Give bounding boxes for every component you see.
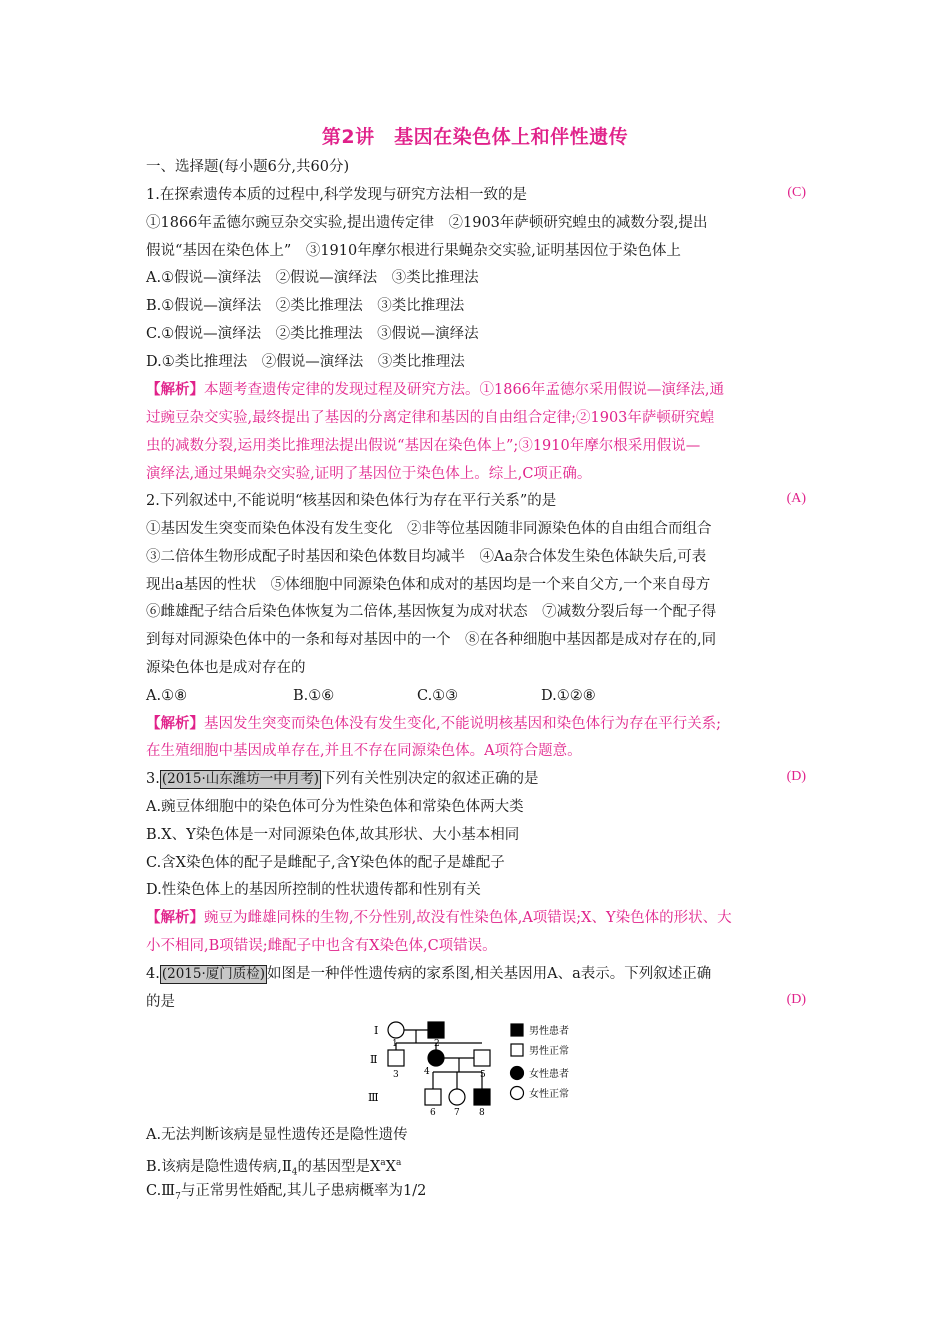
q4-stem-line xyxy=(146,964,806,984)
legend-female-affected: 女性患者 xyxy=(529,1069,569,1080)
num-1: 1 xyxy=(392,1039,398,1049)
pedigree-diagram xyxy=(360,1015,590,1119)
q1-analysis-text1: 本题考查遗传定律的发现过程及研究方法。①1866年孟德尔采用假说—演绎法,通 xyxy=(204,382,725,398)
legend-male-normal-icon xyxy=(511,1044,523,1056)
q4-option-b-mid: 的基因型是X xyxy=(297,1158,381,1175)
q3-option-d: D.性染色体上的基因所控制的性状遗传都和性别有关 xyxy=(146,882,481,898)
q4-option-b-sub: 4 xyxy=(291,1167,298,1178)
q2-line6: 到每对同源染色体中的一条和每对基因中的一个 ⑧在各种细胞中基因都是成对存在的,同 xyxy=(146,632,717,648)
q1-analysis-line3: 虫的减数分裂,运用类比推理法提出假说“基因在染色体上”;③1910年摩尔根采用假说— xyxy=(146,438,701,454)
gen-label-2: Ⅱ xyxy=(370,1053,378,1066)
analysis-label: 【解析】 xyxy=(146,909,204,926)
q2-stem: 2.下列叙述中,不能说明“核基因和染色体行为存在平行关系”的是 xyxy=(146,493,557,509)
legend-male-affected: 男性患者 xyxy=(529,1026,569,1037)
q2-analysis-text1: 基因发生突变而染色体没有发生变化,不能说明核基因和染色体行为存在平行关系; xyxy=(204,716,721,732)
q4-option-c xyxy=(146,1181,806,1207)
analysis-label: 【解析】 xyxy=(146,381,204,398)
q3-analysis-line1 xyxy=(146,908,806,928)
individual-III7 xyxy=(449,1089,465,1105)
q3-analysis-text1: 豌豆为雌雄同株的生物,不分性别,故没有性染色体,A项错误;X、Y染色体的形状、大 xyxy=(204,910,732,926)
q4-source-tag: (2015·厦门质检) xyxy=(161,966,266,982)
q4-option-b xyxy=(146,1153,806,1183)
q4-option-c-post: 与正常男性婚配,其儿子患病概率为1/2 xyxy=(180,1183,427,1199)
q3-analysis-line2: 小不相同,B项错误;雌配子中也含有X染色体,C项错误。 xyxy=(146,938,497,954)
q1-option-c: C.①假说—演绎法 ②类比推理法 ③假说—演绎法 xyxy=(146,326,479,342)
q2-option-c: C.①③ xyxy=(417,688,459,704)
individual-III6 xyxy=(425,1089,441,1105)
q3-option-a: A.豌豆体细胞中的染色体可分为性染色体和常染色体两大类 xyxy=(146,799,524,815)
q3-option-c: C.含X染色体的配子是雌配子,含Y染色体的配子是雄配子 xyxy=(146,855,505,871)
q2-line7: 源染色体也是成对存在的 xyxy=(146,660,306,676)
q1-answer: (C) xyxy=(787,185,806,200)
legend-male-affected-icon xyxy=(511,1024,523,1036)
individual-I1 xyxy=(388,1022,404,1038)
q2-line2: ①基因发生突变而染色体没有发生变化 ②非等位基因随非同源染色体的自由组合而组合 xyxy=(146,521,712,537)
q1-stem: 1.在探索遗传本质的过程中,科学发现与研究方法相一致的是 xyxy=(146,187,527,203)
q3-stem-line xyxy=(146,769,806,789)
q2-option-b: B.①⑥ xyxy=(293,688,335,704)
individual-III8 xyxy=(474,1089,490,1105)
q1-analysis-line1 xyxy=(146,380,806,400)
q4-option-b-x: X xyxy=(385,1158,396,1175)
q2-analysis-line1 xyxy=(146,714,806,734)
q1-analysis-line2: 过豌豆杂交实验,最终提出了基因的分离定律和基因的自由组合定律;②1903年萨顿研究蝗 xyxy=(146,410,715,426)
q4-option-a: A.无法判断该病是显性遗传还是隐性遗传 xyxy=(146,1127,408,1143)
gen-label-3: Ⅲ xyxy=(368,1091,379,1104)
q1-option-b: B.①假说—演绎法 ②类比推理法 ③类比推理法 xyxy=(146,298,465,314)
q3-option-b: B.X、Y染色体是一对同源染色体,故其形状、大小基本相同 xyxy=(146,827,520,843)
individual-II4 xyxy=(428,1050,444,1066)
q1-option-d: D.①类比推理法 ②假说—演绎法 ③类比推理法 xyxy=(146,354,465,370)
analysis-label: 【解析】 xyxy=(146,715,204,732)
num-6: 6 xyxy=(430,1108,436,1118)
num-3: 3 xyxy=(393,1070,399,1080)
q2-answer: (A) xyxy=(786,491,806,506)
q2-line4: 现出a基因的性状 ⑤体细胞中同源染色体和成对的基因均是一个来自父方,一个来自母方 xyxy=(146,577,711,593)
q1-line3: 假说“基因在染色体上” ③1910年摩尔根进行果蝇杂交实验,证明基因位于染色体上 xyxy=(146,243,681,259)
legend-male-normal: 男性正常 xyxy=(529,1046,569,1057)
q4-stem-line2: 的是 xyxy=(146,994,175,1010)
num-2: 2 xyxy=(434,1039,440,1049)
num-4: 4 xyxy=(424,1067,430,1077)
individual-I2 xyxy=(428,1022,444,1038)
q4-option-c-sub: 7 xyxy=(175,1191,181,1202)
q2-line5: ⑥雌雄配子结合后染色体恢复为二倍体,基因恢复为成对状态 ⑦减数分裂后每一个配子得 xyxy=(146,604,717,620)
q4-number: 4. xyxy=(146,966,160,982)
q2-options xyxy=(146,686,806,706)
q2-analysis-line2: 在生殖细胞中基因成单存在,并且不存在同源染色体。A项符合题意。 xyxy=(146,743,582,759)
q4-stem: 如图是一种伴性遗传病的家系图,相关基因用A、a表示。下列叙述正确 xyxy=(267,966,712,982)
individual-II3 xyxy=(388,1050,404,1066)
q4-answer: (D) xyxy=(786,992,806,1007)
q3-answer: (D) xyxy=(786,769,806,784)
section-heading: 一、选择题(每小题6分,共60分) xyxy=(146,159,350,175)
num-5: 5 xyxy=(480,1070,486,1080)
q4-option-b-text: B.该病是隐性遗传病,Ⅱ xyxy=(146,1158,292,1175)
q2-option-d: D.①②⑧ xyxy=(541,688,596,704)
q3-number: 3. xyxy=(146,771,160,787)
q4-option-b-sup1: a xyxy=(380,1158,386,1168)
q4-option-c-text: C.Ⅲ xyxy=(146,1183,176,1199)
gen-label-1: Ⅰ xyxy=(374,1024,379,1037)
q3-source-tag: (2015·山东潍坊一中月考) xyxy=(161,771,320,787)
q3-stem: 下列有关性别决定的叙述正确的是 xyxy=(321,771,539,787)
q2-line3: ③二倍体生物形成配子时基因和染色体数目均减半 ④Aa杂合体发生染色体缺失后,可表 xyxy=(146,549,707,565)
num-8: 8 xyxy=(479,1108,485,1118)
num-7: 7 xyxy=(454,1108,460,1118)
legend-female-affected-icon xyxy=(511,1067,524,1080)
q1-option-a: A.①假说—演绎法 ②假说—演绎法 ③类比推理法 xyxy=(146,270,479,286)
q1-line2: ①1866年孟德尔豌豆杂交实验,提出遗传定律 ②1903年萨顿研究蝗虫的减数分裂,提出 xyxy=(146,215,708,231)
q1-analysis-line4: 演绎法,通过果蝇杂交实验,证明了基因位于染色体上。综上,C项正确。 xyxy=(146,466,592,482)
legend-female-normal-icon xyxy=(511,1087,524,1100)
page-title: 第2讲 基因在染色体上和伴性遗传 xyxy=(321,126,629,148)
individual-II5 xyxy=(474,1050,490,1066)
q2-option-a: A.①⑧ xyxy=(146,688,188,704)
legend-female-normal: 女性正常 xyxy=(529,1089,569,1100)
q4-option-b-sup2: a xyxy=(396,1158,402,1168)
